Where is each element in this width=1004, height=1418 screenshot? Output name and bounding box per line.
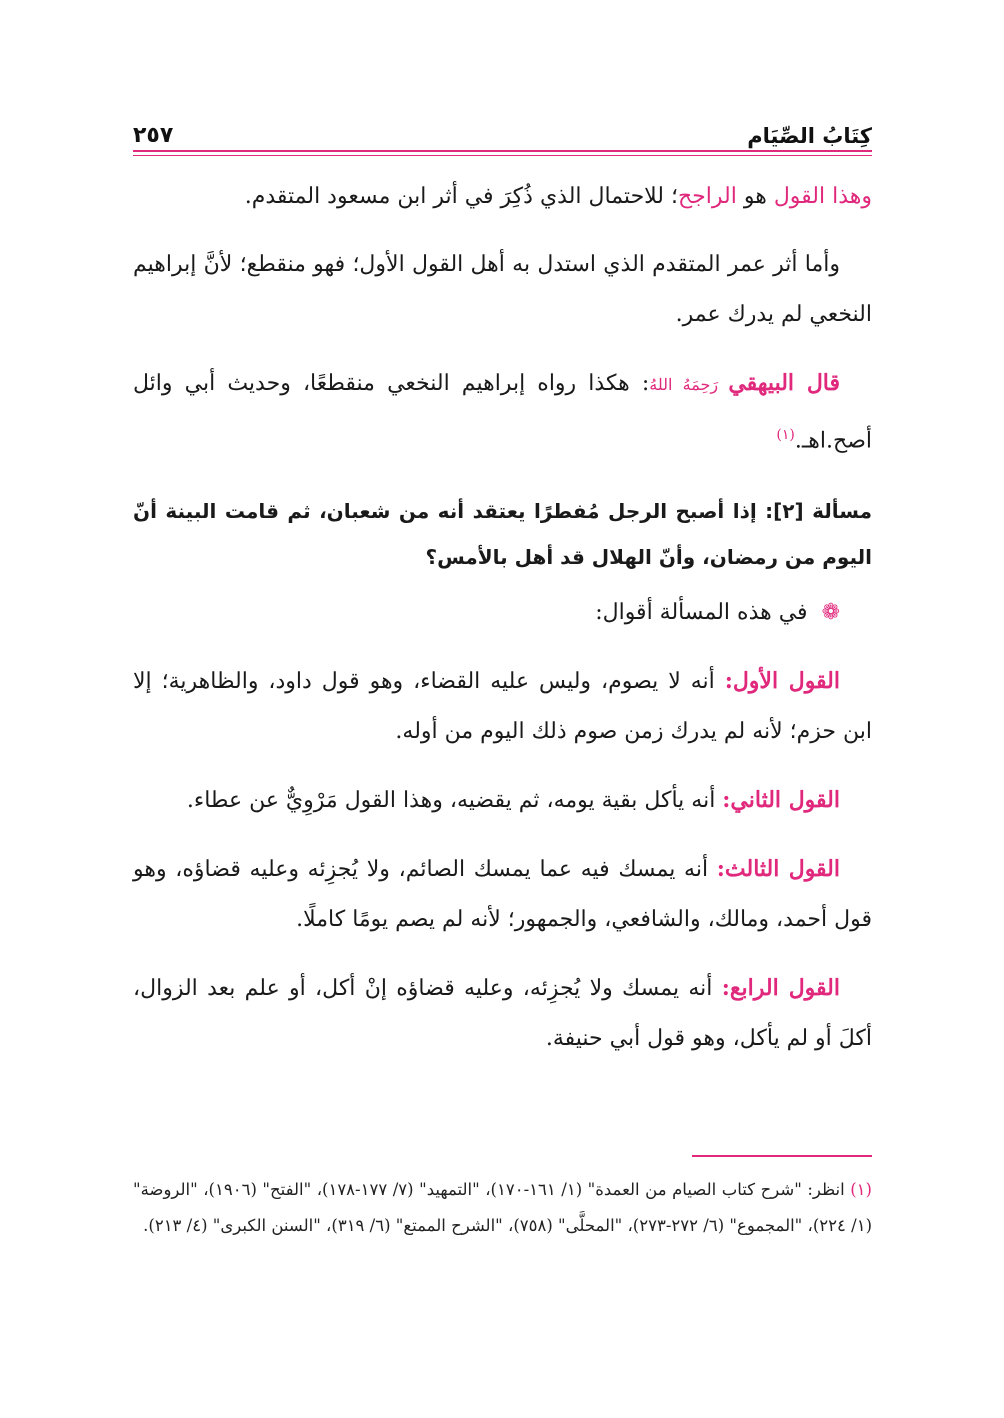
book-page — [133, 0, 872, 1418]
book-chapter-title: كِتَابُ الصِّيَام — [747, 124, 872, 148]
header-rule — [133, 150, 872, 156]
saying-text: أنه يمسك ولا يُجزِئه، وعليه قضاؤه إنْ أكل، أو علم بعد الزوال، أكلَ أو لم يأكل، وهو قول أبي حنيفة. — [133, 976, 872, 1052]
saying-first — [133, 656, 872, 757]
footnote-ref[interactable]: (١) — [776, 427, 795, 443]
highlight-word: الراجح — [677, 184, 737, 209]
speaker-label: قال البيهقي — [728, 370, 841, 396]
text-run: هو — [736, 184, 774, 209]
paragraph-preferred-opinion — [133, 172, 872, 222]
saying-text: أنه يأكل بقية يومه، ثم يقضيه، وهذا القول مَرْوِيٌّ عن عطاء. — [186, 788, 723, 814]
page-body — [133, 172, 872, 1064]
masala-title: مسألة [٢]: إذا أصبح الرجل مُفطرًا يعتقد أنه من شعبان، ثم قامت البينة أنّ اليوم من رمضان، وأنّ الهلال قد أهل بالأمس؟ — [133, 499, 872, 570]
footnote-number: (١) — [850, 1180, 872, 1199]
paragraph-umar-athar: وأما أثر عمر المتقدم الذي استدل به أهل القول الأول؛ فهو منقطع؛ لأنَّ إبراهيم النخعي لم يدرك عمر. — [133, 252, 872, 327]
saying-third — [133, 844, 872, 945]
flower-icon: ❁ — [821, 600, 840, 626]
text-run: : هكذا رواه إبراهيم النخعي منقطعًا، وحديث أبي وائل أصح.اهـ. — [133, 371, 872, 454]
text-run: ؛ للاحتمال الذي ذُكِرَ في أثر ابن مسعود المتقدم. — [244, 184, 678, 209]
honorific: رَحِمَهُ اللهُ — [649, 375, 729, 394]
saying-text: أنه يمسك فيه عما يمسك الصائم، ولا يُجزِئه وعليه قضاؤه، وهو قول أحمد، ومالك، والشافعي، والجمهور؛ لأنه لم يصم يومًا كاملًا. — [133, 857, 872, 933]
footnote-text: انظر: "شرح كتاب الصيام من العمدة" (١/ ١٦١-١٧٠)، "التمهيد" (٧/ ١٧٧-١٧٨)، "الفتح" (١٩٠٦)، "الروضة" (١/ ٢٢٤)، "المجموع" (٦/ ٢٧٢-٢٧٣)، "المحلَّى" (٧٥٨)، "الشرح الممتع" (٦/ ٣١٩)، "السنن الكبرى" (٤/ ٢١٣). — [133, 1180, 872, 1235]
saying-label: القول الرابع: — [721, 975, 840, 1002]
saying-label: القول الثاني: — [722, 787, 840, 814]
masala-intro — [133, 588, 872, 638]
page-header — [133, 112, 872, 148]
saying-label: القول الثالث: — [716, 856, 840, 883]
intro-text: في هذه المسألة أقوال: — [595, 600, 808, 626]
footnote — [133, 1172, 872, 1244]
page-number: ٢٥٧ — [133, 123, 174, 148]
highlight-phrase: وهذا القول — [773, 184, 872, 209]
saying-fourth — [133, 963, 872, 1064]
saying-text: أنه لا يصوم، وليس عليه القضاء، وهو قول داود، والظاهرية؛ إلا ابن حزم؛ لأنه لم يدرك زمن صوم ذلك اليوم من أوله. — [133, 669, 872, 745]
saying-second — [133, 775, 872, 826]
paragraph-bayhaqi — [133, 358, 872, 466]
saying-label: القول الأول: — [724, 668, 840, 695]
footnote-rule — [692, 1155, 872, 1157]
